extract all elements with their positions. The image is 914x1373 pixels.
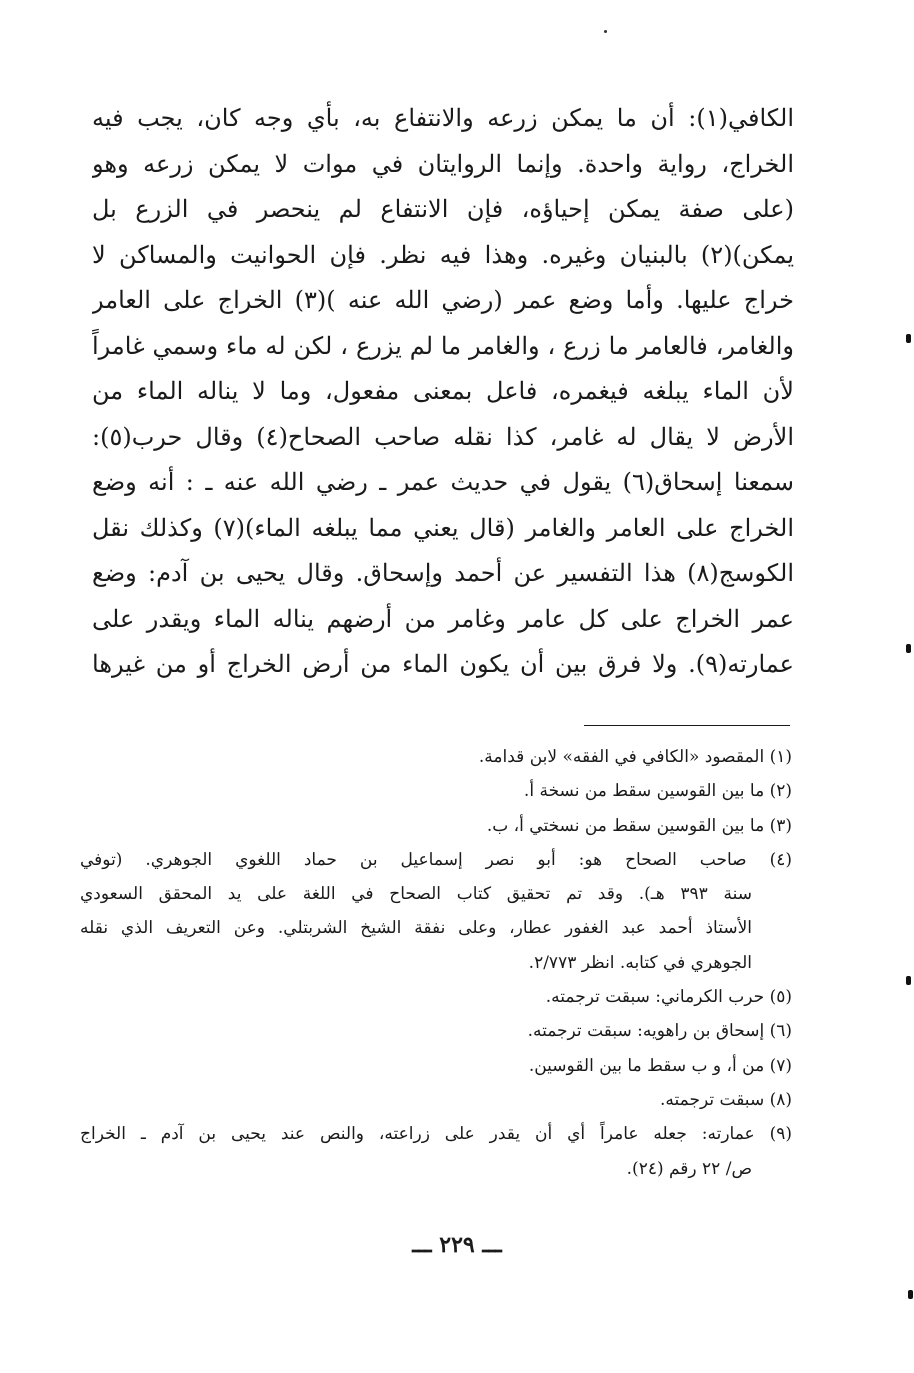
body-line: الخراج، رواية واحدة. وإنما الروايتان في موات لا يمكن زرعه وهو (92, 149, 794, 178)
body-line: الخراج على العامر والغامر (قال يعني مما يبلغه الماء)(٧) وكذلك نقل (92, 513, 794, 542)
footnote-separator (584, 725, 790, 726)
body-line: سمعنا إسحاق(٦) يقول في حديث عمر ـ رضي الله عنه ـ : أنه وضع (92, 468, 794, 496)
footnote-2: (٢) ما بين القوسين سقط من نسخة أ. (523, 781, 792, 802)
body-line: الكافي(١): أن ما يمكن زرعه والانتفاع به، بأي وجه كان، يجب فيه (92, 104, 794, 132)
body-line: خراج عليها. وأما وضع عمر (رضي الله عنه )(٣) الخراج على العامر (92, 286, 794, 314)
scan-edge-mark (906, 334, 911, 343)
footnote-9: (٩) عمارته: جعله عامراً أي أن يقدر على زراعته، والنص عند يحيى بن آدم ـ الخراج (80, 1124, 792, 1145)
body-line: عمر الخراج على كل عامر وغامر من أرضهم يناله الماء ويقدر على (92, 604, 794, 633)
footnote-4-continued: الجوهري في كتابه. انظر ٢/٧٧٣. (528, 952, 752, 973)
footnote-4-continued: الأستاذ أحمد عبد الغفور عطار، وعلى نفقة الشيخ الشربتلي. وعن التعريف الذي نقله (80, 918, 752, 939)
body-line: (على صفة يمكن إحياؤه، فإن الانتفاع لم ينحصر في الزرع بل (92, 195, 794, 223)
scan-speck (604, 30, 607, 33)
footnotes (80, 740, 792, 1186)
body-line: لأن الماء يبلغه فيغمره، فاعل بمعنى مفعول، وما لا يناله الماء من (92, 377, 794, 405)
body-line: عمارته(٩). ولا فرق بين أن يكون الماء من أرض الخراج أو من غيرها (92, 650, 794, 678)
footnote-8: (٨) سبقت ترجمته. (660, 1089, 792, 1110)
footnote-4-continued: سنة ٣٩٣ هـ). وقد تم تحقيق كتاب الصحاح في اللغة على يد المحقق السعودي (80, 884, 752, 905)
footnote-9-continued: ص/ ٢٢ رقم (٢٤). (626, 1158, 752, 1179)
footnote-6: (٦) إسحاق بن راهويه: سبقت ترجمته. (527, 1021, 792, 1042)
scan-edge-mark (906, 976, 911, 985)
footnote-4: (٤) صاحب الصحاح هو: أبو نصر إسماعيل بن حماد اللغوي الجوهري. (توفي (80, 849, 792, 870)
scan-edge-mark (908, 1290, 913, 1299)
footnote-5: (٥) حرب الكرماني: سبقت ترجمته. (545, 987, 792, 1008)
body-line: الكوسج(٨) هذا التفسير عن أحمد وإسحاق. وقال يحيى بن آدم: وضع (92, 559, 794, 587)
body-line: يمكن)(٢) بالبنيان وغيره. وهذا فيه نظر. فإن الحوانيت والمساكن لا (92, 240, 794, 269)
body-line: والغامر، فالعامر ما زرع ، والغامر ما لم يزرع ، لكن له ماء وسمي غامراً (92, 331, 794, 360)
scan-edge-mark (906, 644, 911, 653)
main-text (92, 96, 794, 688)
footnote-1: (١) المقصود «الكافي في الفقه» لابن قدامة. (478, 747, 792, 767)
footnote-7: (٧) من أ، و ب سقط ما بين القوسين. (528, 1055, 792, 1076)
footnote-3: (٣) ما بين القوسين سقط من نسختي أ، ب. (486, 815, 792, 836)
page-number: ـــ ٢٢٩ ـــ (412, 1232, 502, 1258)
body-line: الأرض لا يقال له غامر، كذا نقله صاحب الصحاح(٤) وقال حرب(٥): (92, 422, 794, 451)
